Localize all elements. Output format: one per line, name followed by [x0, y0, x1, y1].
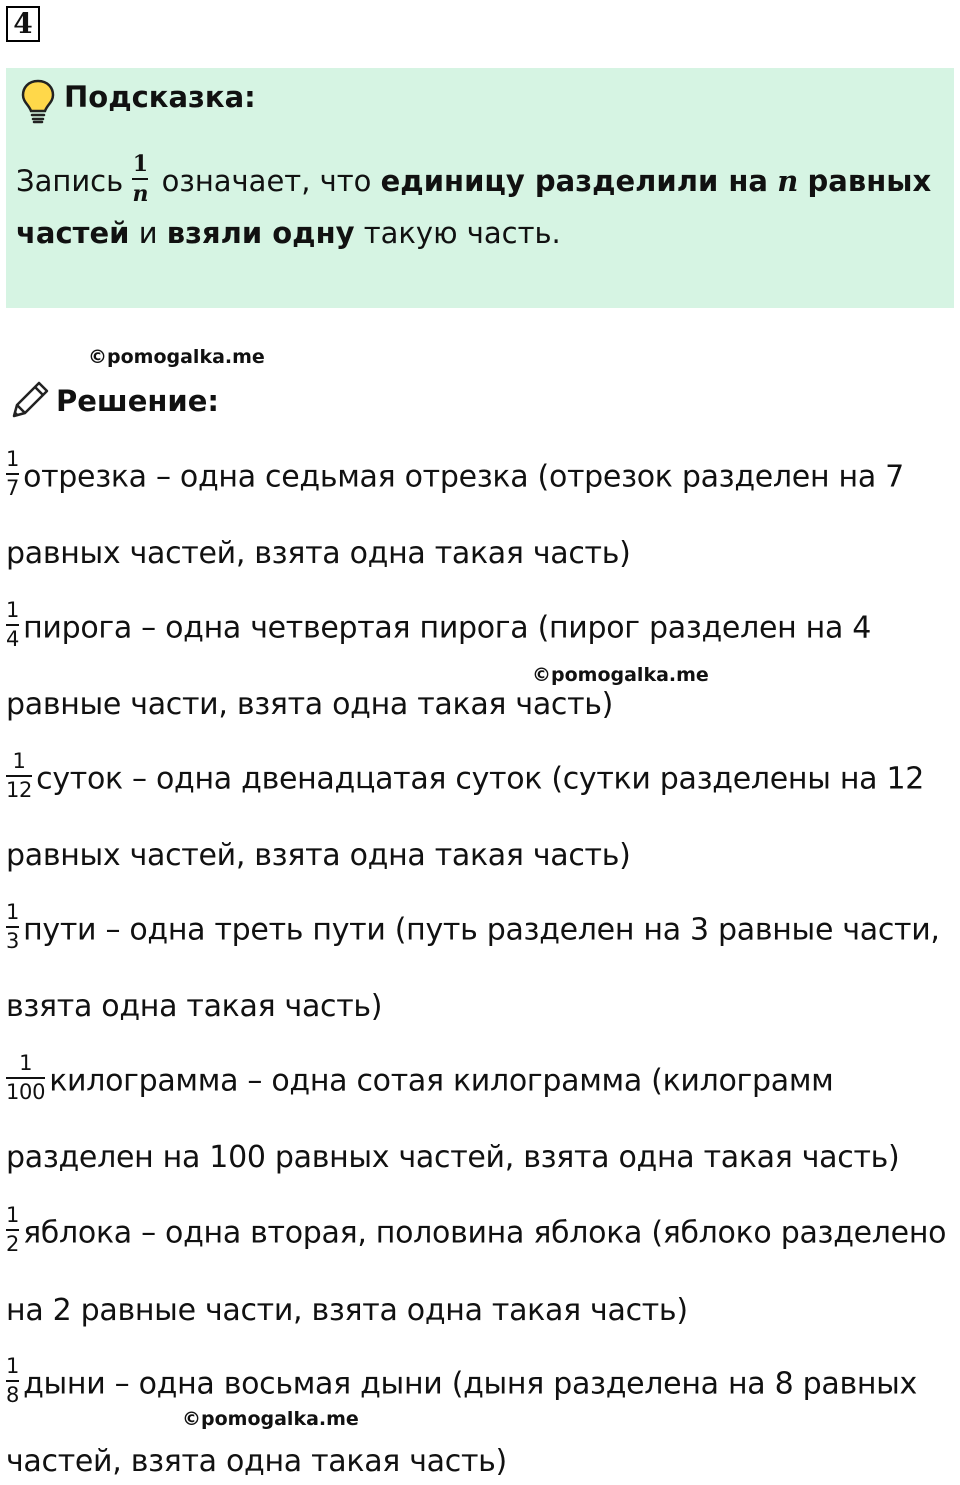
fraction-bar — [6, 1077, 45, 1079]
solution-item-5-line-2: разделен на 100 равных частей, взята одна такая часть) — [6, 1140, 900, 1175]
watermark: ©pomogalka.me — [182, 1408, 359, 1430]
frac-num: 1 — [6, 1203, 20, 1227]
pencil-icon — [8, 378, 52, 426]
hint-line-1 — [16, 151, 932, 210]
solution-item-1-line-2: равных частей, взята одна такая часть) — [6, 536, 631, 571]
fraction-bar — [6, 775, 32, 777]
frac-den: 4 — [6, 627, 20, 652]
frac-num: 1 — [6, 598, 20, 622]
watermark: ©pomogalka.me — [88, 346, 265, 368]
item-text: суток – одна двенадцатая суток (сутки разделены на 12 — [36, 761, 925, 797]
fraction-bar — [6, 473, 19, 475]
fraction-bar — [6, 624, 19, 626]
solution-item-2-line-1 — [6, 598, 872, 655]
hint-box — [6, 68, 954, 308]
frac-num: 1 — [6, 900, 20, 924]
fraction-bar — [6, 926, 19, 928]
solution-item-6-line-1 — [6, 1203, 947, 1260]
fraction-bar — [6, 1229, 19, 1231]
frac-den: 7 — [6, 476, 20, 501]
item-text: отрезка – одна седьмая отрезка (отрезок разделен на 7 — [23, 459, 904, 495]
item-text: дыни – одна восьмая дыни (дыня разделена на 8 равных — [23, 1366, 917, 1402]
hint-line-2 — [16, 216, 561, 250]
fraction-bar — [6, 1380, 19, 1382]
item-text: килограмма – одна сотая килограмма (килограмм — [49, 1063, 834, 1099]
solution-title: Решение: — [56, 384, 220, 418]
solution-item-5-line-1 — [6, 1051, 834, 1108]
hint-line2-bold-2: взяли одну — [166, 216, 355, 250]
hint-bold-var: n — [777, 164, 799, 199]
hint-prefix: Запись — [16, 164, 124, 199]
hint-title: Подсказка: — [64, 80, 256, 114]
hint-line2-text-2: такую часть. — [363, 216, 561, 250]
solution-item-6-line-2: на 2 равные части, взята одна такая часть) — [6, 1293, 688, 1328]
solution-item-7-line-1 — [6, 1354, 917, 1411]
hint-line2-bold-1: частей — [16, 216, 130, 250]
frac-den: 12 — [6, 778, 33, 803]
task-number: 4 — [6, 6, 40, 42]
item-text: пути – одна треть пути (путь разделен на 3 равные части, — [23, 912, 940, 948]
frac-num: 1 — [19, 1051, 33, 1075]
fraction — [6, 750, 32, 802]
fraction — [6, 1204, 19, 1256]
fraction — [6, 901, 19, 953]
hint-fraction — [132, 152, 148, 206]
solution-item-4-line-1 — [6, 900, 940, 957]
frac-den: 3 — [6, 929, 20, 954]
frac-den: 8 — [6, 1383, 20, 1408]
frac-den: 100 — [6, 1080, 46, 1105]
solution-item-3-line-2: равных частей, взята одна такая часть) — [6, 838, 631, 873]
frac-num: 1 — [6, 1354, 20, 1378]
frac-num: 1 — [6, 447, 20, 471]
hint-line2-text-1: и — [138, 216, 158, 250]
item-text: яблока – одна вторая, половина яблока (яблоко разделено — [23, 1215, 947, 1251]
solution-item-3-line-1 — [6, 749, 925, 806]
hint-frac-den: n — [132, 181, 149, 208]
fraction-bar — [132, 178, 148, 180]
solution-item-2-line-2: равные части, взята одна такая часть) — [6, 687, 614, 722]
hint-frac-num: 1 — [132, 151, 149, 177]
fraction — [6, 448, 19, 500]
watermark: ©pomogalka.me — [532, 664, 709, 686]
hint-bold-1: единицу разделили на — [380, 164, 768, 199]
hint-bold-2: равных — [807, 164, 932, 199]
lightbulb-icon — [20, 78, 56, 128]
frac-num: 1 — [12, 749, 26, 773]
hint-text-after-frac: означает, что — [161, 164, 372, 199]
solution-item-4-line-2: взята одна такая часть) — [6, 989, 383, 1024]
solution-item-1-line-1 — [6, 447, 904, 504]
frac-den: 2 — [6, 1232, 20, 1257]
fraction — [6, 1052, 45, 1104]
solution-item-7-line-2: частей, взята одна такая часть) — [6, 1444, 507, 1479]
item-text: пирога – одна четвертая пирога (пирог разделен на 4 — [23, 610, 872, 646]
fraction — [6, 1355, 19, 1407]
fraction — [6, 599, 19, 651]
